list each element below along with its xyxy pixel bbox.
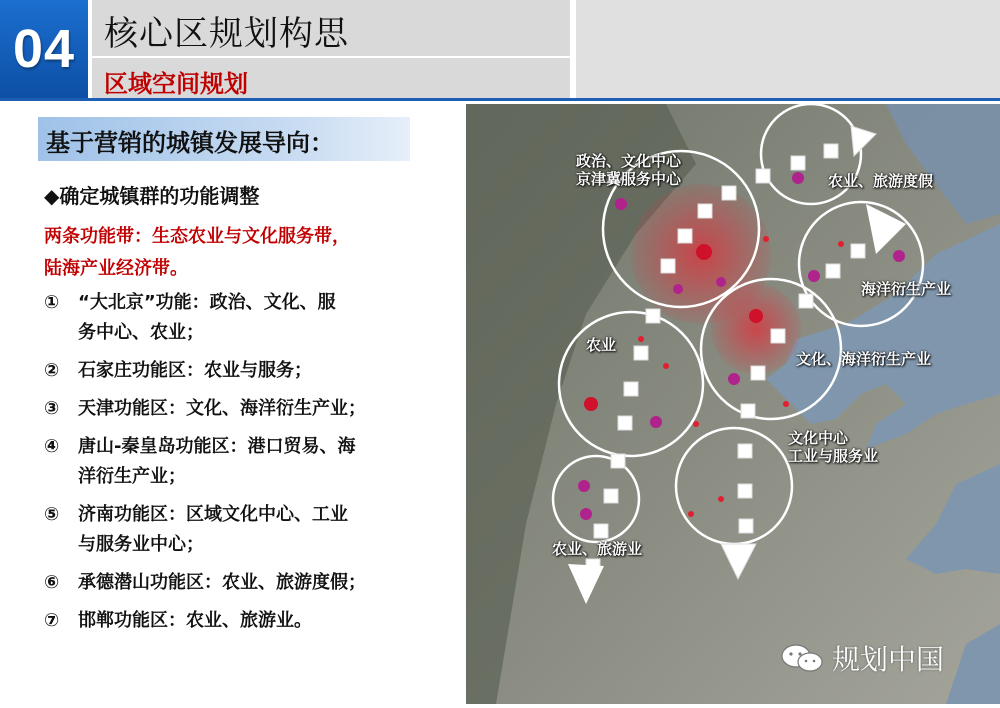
list-text: 务中心、农业； xyxy=(78,322,204,343)
list-number: ③ xyxy=(44,398,60,419)
arrow-dash xyxy=(826,264,840,278)
arrow-dash xyxy=(604,489,618,503)
city-zhangjiakou xyxy=(615,198,627,210)
arrow-dash xyxy=(618,416,632,430)
arrow-dash xyxy=(824,144,838,158)
arrow-dash xyxy=(634,346,648,360)
arrow-dash xyxy=(722,186,736,200)
list-item xyxy=(44,394,424,424)
subtitle-band xyxy=(92,58,570,98)
arrow-dash xyxy=(661,259,675,273)
list-number: ⑤ xyxy=(44,504,60,525)
label-chengde: 农业、旅游度假 xyxy=(828,172,934,190)
city-baoding xyxy=(673,284,683,294)
label-jinan-line-1: 文化中心 xyxy=(788,429,849,447)
arrow-dash xyxy=(624,382,638,396)
label-beijing xyxy=(576,152,681,188)
label-jinan xyxy=(788,429,878,465)
arrow-dash xyxy=(594,524,608,538)
header-right-band xyxy=(576,0,1000,98)
town-dot xyxy=(638,336,644,342)
list-item xyxy=(44,500,424,560)
label-shijiazhuang: 农业 xyxy=(586,336,617,354)
watermark xyxy=(780,638,944,678)
list-text: 济南功能区：区域文化中心、工业 xyxy=(78,504,348,525)
map-graphic xyxy=(466,104,1000,704)
list-text: 洋衍生产业； xyxy=(78,466,186,487)
arrow-dash xyxy=(799,294,813,308)
city-tianjin xyxy=(749,309,763,323)
town-dot xyxy=(763,236,769,242)
arrow-dash xyxy=(771,329,785,343)
town-dot xyxy=(688,511,694,517)
arrow-dash xyxy=(756,169,770,183)
label-beijing-line-1: 政治、文化中心 xyxy=(576,152,682,170)
list-number: ⑦ xyxy=(44,610,60,631)
city-xingtai xyxy=(578,480,590,492)
city-langfang xyxy=(716,277,726,287)
wechat-icon xyxy=(780,643,824,673)
red-text-line-2: 陆海产业经济带。 xyxy=(44,258,188,279)
arrow-dash xyxy=(738,484,752,498)
function-list xyxy=(44,288,424,644)
arrow-dash xyxy=(646,309,660,323)
section-number: 04 xyxy=(12,19,76,79)
label-tianjin: 文化、海洋衍生产业 xyxy=(796,350,932,368)
town-dot xyxy=(718,496,724,502)
city-chengde xyxy=(792,172,804,184)
city-tangshan xyxy=(808,270,820,282)
list-text: “大北京”功能：政治、文化、服 xyxy=(78,292,336,313)
list-item xyxy=(44,432,424,492)
arrow-dash xyxy=(678,229,692,243)
list-number: ⑥ xyxy=(44,572,60,593)
list-item xyxy=(44,568,424,598)
city-qinhuangdao xyxy=(893,250,905,262)
city-hengshui xyxy=(650,416,662,428)
section-title: 基于营销的城镇发展导向： xyxy=(46,129,334,157)
arrow-dash xyxy=(791,156,805,170)
city-beijing xyxy=(696,244,712,260)
town-dot xyxy=(663,363,669,369)
page-subtitle: 区域空间规划 xyxy=(104,70,248,98)
arrow-dash xyxy=(741,404,755,418)
header-divider xyxy=(0,98,1000,101)
red-text-line-1: 两条功能带：生态农业与文化服务带， xyxy=(44,226,350,247)
watermark-text: 规划中国 xyxy=(832,643,945,676)
regional-map xyxy=(466,104,1000,704)
list-text: 邯郸功能区：农业、旅游业。 xyxy=(78,610,312,631)
list-item xyxy=(44,356,424,386)
section-title-band xyxy=(38,117,410,161)
label-handan: 农业、旅游业 xyxy=(552,540,643,558)
label-jinan-line-2: 工业与服务业 xyxy=(788,447,879,465)
list-number: ② xyxy=(44,360,60,381)
list-text: 唐山-秦皇岛功能区：港口贸易、海 xyxy=(78,436,356,457)
city-handan xyxy=(580,508,592,520)
city-shijiazhuang xyxy=(584,397,598,411)
arrow-dash xyxy=(738,444,752,458)
label-qinhuangdao: 海洋衍生产业 xyxy=(861,280,952,298)
arrow-dash xyxy=(751,366,765,380)
town-dot xyxy=(693,421,699,427)
arrow-dash xyxy=(739,519,753,533)
list-number: ④ xyxy=(44,436,60,457)
list-text: 石家庄功能区：农业与服务； xyxy=(78,360,312,381)
city-cangzhou xyxy=(728,373,740,385)
label-beijing-line-2: 京津冀服务中心 xyxy=(576,170,682,188)
page-title: 核心区规划构思 xyxy=(104,14,349,54)
sub-heading: ◆确定城镇群的功能调整 xyxy=(44,184,260,208)
list-item xyxy=(44,288,424,348)
list-number: ① xyxy=(44,292,60,313)
list-item xyxy=(44,606,424,636)
list-text: 天津功能区：文化、海洋衍生产业； xyxy=(78,398,366,419)
town-dot xyxy=(783,401,789,407)
title-band xyxy=(92,0,570,58)
section-number-badge xyxy=(0,0,88,98)
town-dot xyxy=(838,241,844,247)
list-text: 与服务业中心； xyxy=(78,534,204,555)
arrow-dash xyxy=(698,204,712,218)
list-text: 承德潜山功能区：农业、旅游度假； xyxy=(78,572,366,593)
arrow-dash xyxy=(611,454,625,468)
arrow-dash xyxy=(851,244,865,258)
